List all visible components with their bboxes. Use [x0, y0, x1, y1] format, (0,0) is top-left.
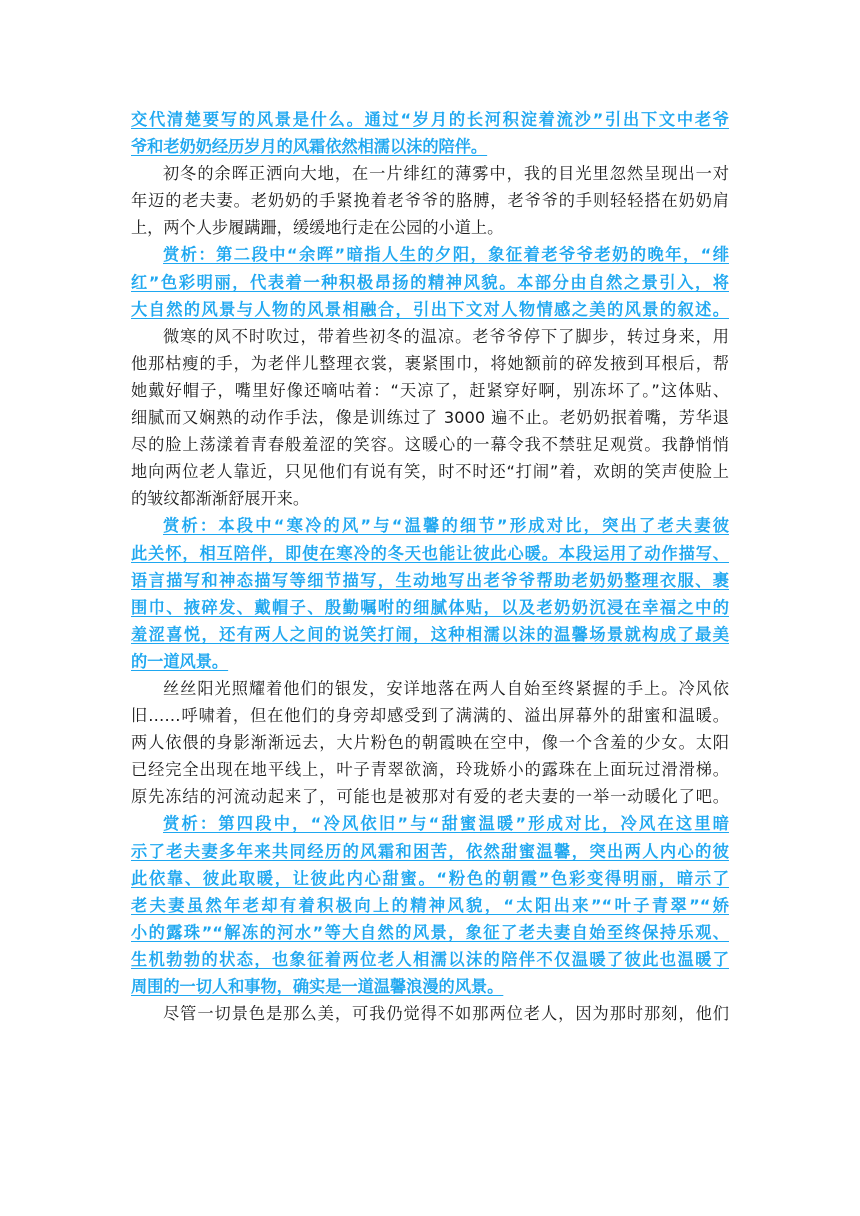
body-text-line: 初冬的余晖正洒向大地，在一片绯红的薄雾中，我的目光里忽然呈现出一对: [163, 164, 729, 184]
annotation-line: 交代清楚要写的风景是什么。通过“岁月的长河积淀着流沙”引出下文中老爷: [131, 110, 729, 129]
body-text-line: 两人依偎的身影渐渐远去，大片粉色的朝霞映在空中，像一个含羞的少女。太阳: [131, 733, 729, 753]
annotation-line: 此依靠、彼此取暖，让彼此内心甜蜜。“粉色的朝霞”色彩变得明丽，暗示了: [131, 868, 729, 888]
annotation-line: 爷和老奶奶经历岁月的风霜依然相濡以沫的陪伴。: [131, 137, 488, 157]
annotation-line: 示了老夫妻多年来共同经历的风霜和困苦，依然甜蜜温馨，突出两人内心的彼: [131, 841, 729, 861]
annotation-line: 语言描写和神态描写等细节描写，生动地写出老爷爷帮助老奶奶整理衣服、裹: [131, 570, 729, 590]
annotation-line: 此关怀，相互陪伴，即使在寒冷的冬天也能让彼此心暖。本段运用了动作描写、: [131, 543, 729, 563]
body-text-line: 已经完全出现在地平线上，叶子青翠欲滴，玲珑娇小的露珠在上面玩过滑滑梯。: [131, 760, 729, 780]
body-text-line: 尽管一切景色是那么美，可我仍觉得不如那两位老人，因为那时那刻，他们: [163, 1004, 729, 1024]
annotation-line: 周围的一切人和事物，确实是一道温馨浪漫的风景。: [131, 977, 504, 996]
body-text-line: 的皱纹都渐渐舒展开来。: [131, 489, 310, 509]
annotation-line: 的一道风景。: [131, 651, 229, 671]
annotation-line: 赏析：第四段中，“冷风依旧”与“甜蜜温暖”形成对比，冷风在这里暗: [163, 814, 729, 834]
annotation-line: 围巾、掖碎发、戴帽子、殷勤嘱咐的细腻体贴，以及老奶奶沉浸在幸福之中的: [131, 597, 729, 617]
annotation-line: 赏析：第二段中“余晖”暗指人生的夕阳，象征着老爷爷老奶的晚年，“绯: [163, 245, 729, 265]
annotation-line: 小的露珠”“解冻的河水”等大自然的风景，象征了老夫妻自始至终保持乐观、: [131, 922, 729, 942]
body-text-line: 他那枯瘦的手，为老伴儿整理衣裳，裹紧围巾，将她额前的碎发掖到耳根后，帮: [131, 353, 729, 373]
body-text-line: 丝丝阳光照耀着他们的银发，安详地落在两人自始至终紧握的手上。冷风依: [163, 678, 729, 698]
body-text-line: 细腻而又娴熟的动作手法，像是训练过了 3000 遍不止。老奶奶抿着嘴，芳华退: [131, 408, 729, 428]
annotation-line: 羞涩喜悦，还有两人之间的说笑打闹，这种相濡以沫的温馨场景就构成了最美: [131, 624, 729, 644]
document-page: [131, 106, 729, 1027]
annotation-line: 红”色彩明丽，代表着一种积极昂扬的精神风貌。本部分由自然之景引入，将: [131, 272, 729, 292]
annotation-line: 老夫妻虽然年老却有着积极向上的精神风貌，“太阳出来”“叶子青翠”“娇: [131, 895, 729, 915]
body-text-line: 原先冻结的河流动起来了，可能也是被那对有爱的老夫妻的一举一动暖化了吧。: [131, 787, 729, 807]
annotation-line: 生机勃勃的状态，也象征着两位老人相濡以沫的陪伴不仅温暖了彼此也温暖了: [131, 949, 729, 969]
body-text-line: 年迈的老夫妻。老奶奶的手紧挽着老爷爷的胳膊，老爷爷的手则轻轻搭在奶奶肩: [131, 191, 729, 211]
body-text-line: 上，两个人步履蹒跚，缓缓地行走在公园的小道上。: [131, 218, 504, 238]
body-text-line: 尽的脸上荡漾着青春般羞涩的笑容。这暖心的一幕令我不禁驻足观赏。我静悄悄: [131, 435, 729, 455]
body-text-line: 地向两位老人靠近，只见他们有说有笑，时不时还“打闹”着，欢朗的笑声使脸上: [131, 462, 729, 482]
body-text-line: 她戴好帽子，嘴里好像还嘀咕着：“天凉了，赶紧穿好啊，别冻坏了。”这体贴、: [131, 380, 729, 400]
annotation-line: 赏析：本段中“寒冷的风”与“温馨的细节”形成对比，突出了老夫妻彼: [163, 516, 729, 536]
annotation-line: 大自然的风景与人物的风景相融合，引出下文对人物情感之美的风景的叙述。: [131, 299, 729, 319]
body-text-line: 微寒的风不时吹过，带着些初冬的温凉。老爷爷停下了脚步，转过身来，用: [163, 326, 729, 346]
body-text-line: 旧……呼啸着，但在他们的身旁却感受到了满满的、溢出屏幕外的甜蜜和温暖。: [131, 706, 729, 726]
